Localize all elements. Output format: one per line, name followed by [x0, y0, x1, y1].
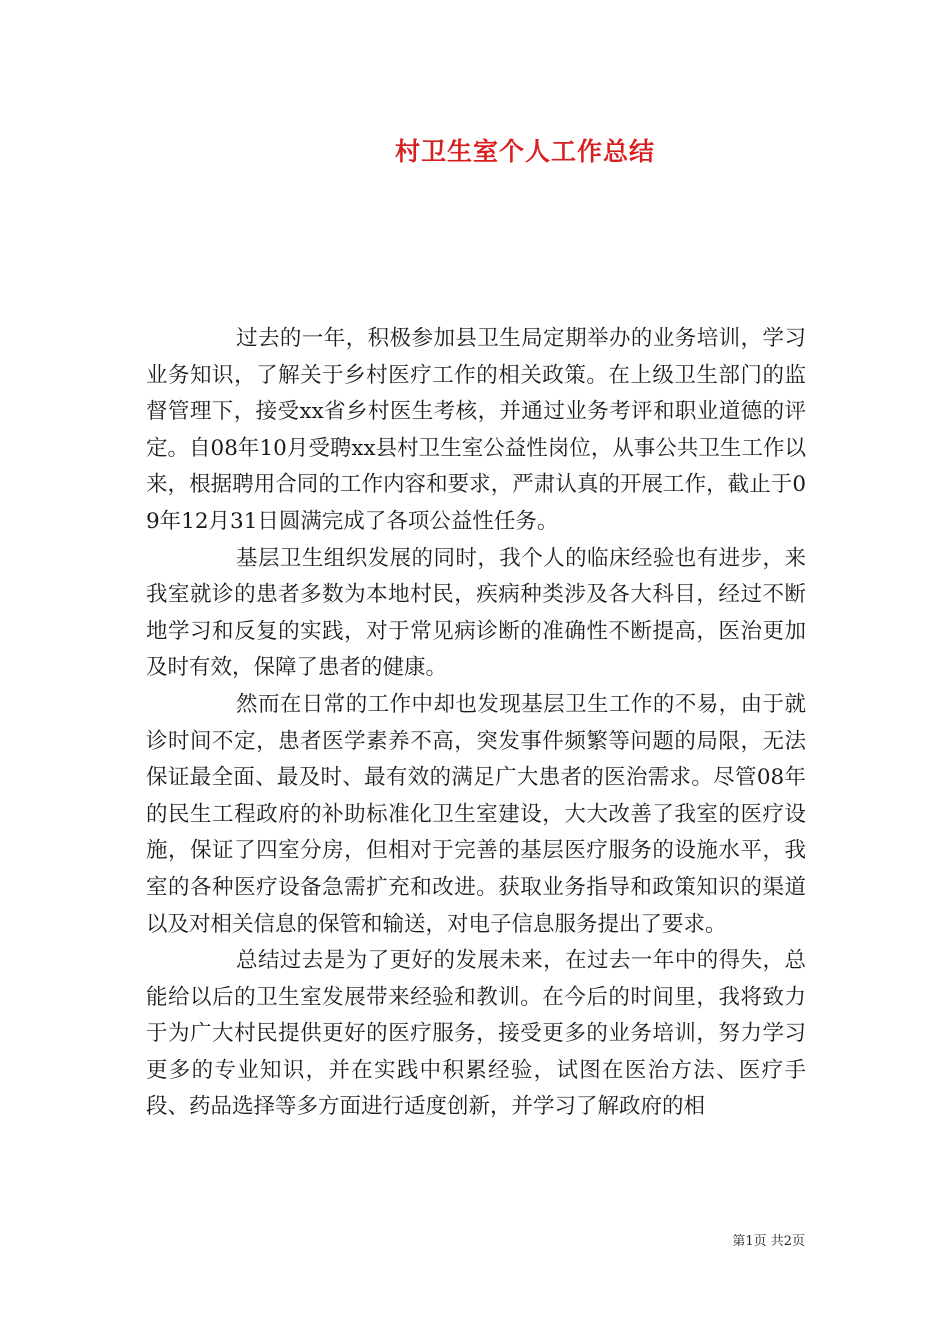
paragraph-2: 基层卫生组织发展的同时，我个人的临床经验也有进步，来我室就诊的患者多数为本地村民，疾病种类涉及各大科目，经过不断地学习和反复的实践，对于常见病诊断的准确性不断提高，医治更加及时有效，保障了患者的健康。: [146, 545, 806, 681]
paragraph-1: 过去的一年，积极参加县卫生局定期举办的业务培训，学习业务知识，了解关于乡村医疗工作的相关政策。在上级卫生部门的监督管理下，接受xx省乡村医生考核，并通过业务考评和职业道德的评定。自08年10月受聘xx县村卫生室公益性岗位，从事公共卫生工作以来，根据聘用合同的工作内容和要求，严肃认真的开展工作，截止于09年12月31日圆满完成了各项公益性任务。: [146, 326, 806, 534]
paragraph-4: 总结过去是为了更好的发展未来，在过去一年中的得失，总能给以后的卫生室发展带来经验和教训。在今后的时间里，我将致力于为广大村民提供更好的医疗服务，接受更多的业务培训，努力学习更多的专业知识，并在实践中积累经验，试图在医治方法、医疗手段、药品选择等多方面进行适度创新，并学习了解政府的相: [146, 948, 806, 1120]
page-number-footer: 第1页 共2页: [732, 1234, 805, 1249]
document-body: [146, 321, 806, 1126]
document-title: 村卫生室个人工作总结: [394, 137, 655, 166]
paragraph-3: 然而在日常的工作中却也发现基层卫生工作的不易，由于就诊时间不定，患者医学素养不高，突发事件频繁等问题的局限，无法保证最全面、最及时、最有效的满足广大患者的医治需求。尽管08年的民生工程政府的补助标准化卫生室建设，大大改善了我室的医疗设施，保证了四室分房，但相对于完善的基层医疗服务的设施水平，我室的各种医疗设备急需扩充和改进。获取业务指导和政策知识的渠道以及对相关信息的保管和输送，对电子信息服务提出了要求。: [146, 691, 806, 937]
